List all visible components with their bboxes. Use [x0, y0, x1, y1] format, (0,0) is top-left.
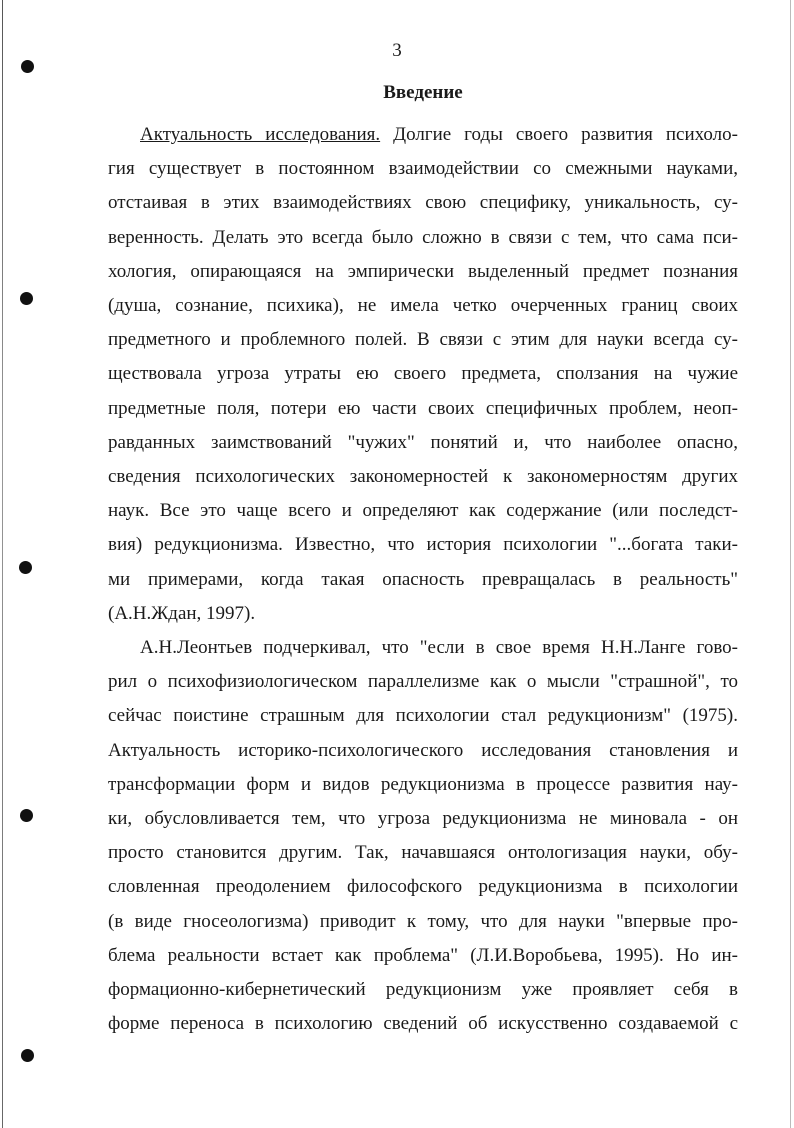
- text-line: сведения психологических закономерностей к закономерностям других: [108, 466, 738, 488]
- text-line: (душа, сознание, психика), не имела четко очерченных границ своих: [108, 295, 738, 317]
- punch-hole-mark: [21, 1049, 34, 1062]
- scan-left-edge: [2, 0, 3, 1128]
- text-line: хология, опирающаяся на эмпирически выделенный предмет познания: [108, 260, 738, 282]
- paragraph-leontiev: [108, 631, 738, 1041]
- text-line: вия) редукционизма. Известно, что история психологии "...богата таки-: [108, 534, 738, 556]
- text-line: Актуальность историко-психологического исследования становления и: [108, 739, 738, 761]
- text-line: предметного и проблемного полей. В связи с этим для науки всегда су-: [108, 329, 738, 351]
- scan-right-edge: [790, 0, 791, 1128]
- punch-hole-mark: [20, 292, 33, 305]
- text-line: наук. Все это чаще всего и определяют как содержание (или последст-: [108, 500, 738, 522]
- punch-hole-mark: [20, 809, 33, 822]
- text-line: А.Н.Леонтьев подчеркивал, что "если в свое время Н.Н.Ланге гово-: [140, 637, 738, 658]
- text-line: равданных заимствований "чужих" понятий и, что наиболее опасно,: [108, 431, 738, 453]
- text-line: блема реальности встает как проблема" (Л.И.Воробьева, 1995). Но ин-: [108, 944, 738, 966]
- text-line: словленная преодолением философского редукционизма в психологии: [108, 876, 738, 898]
- text-line: Актуальность исследования. Долгие годы своего развития психоло-: [140, 124, 738, 145]
- text-line: форме переноса в психологию сведений об искусственно создаваемой с: [108, 1013, 738, 1035]
- text-line: сейчас поистине страшным для психологии стал редукционизм" (1975).: [108, 705, 738, 727]
- text-line: ки, обусловливается тем, что угроза редукционизма не миновала - он: [108, 808, 738, 830]
- text-line: предметные поля, потери ею части своих специфичных проблем, неоп-: [108, 397, 738, 419]
- text-line: формационно-кибернетический редукционизм уже проявляет себя в: [108, 979, 738, 1001]
- text-line: ществовала угроза утраты ею своего предмета, сползания на чужие: [108, 363, 738, 385]
- text-line: ми примерами, когда такая опасность превращалась в реальность": [108, 568, 738, 590]
- paragraph-relevance: [108, 118, 738, 631]
- text-line: (А.Н.Ждан, 1997).: [108, 602, 256, 624]
- page-number: 3: [392, 40, 402, 61]
- text-line: гия существует в постоянном взаимодействии со смежными науками,: [108, 158, 738, 180]
- text-line: отстаивая в этих взаимодействиях свою специфику, уникальность, су-: [108, 192, 738, 214]
- text-line: (в виде гносеологизма) приводит к тому, что для науки "впервые про-: [108, 910, 738, 932]
- text-line: веренность. Делать это всегда было сложно в связи с тем, что сама пси-: [108, 226, 738, 248]
- section-heading: Введение: [383, 82, 463, 103]
- text-line: трансформации форм и видов редукционизма в процессе развития нау-: [108, 773, 738, 795]
- text-line: просто становится другим. Так, начавшаяся онтологизация науки, обу-: [108, 842, 738, 864]
- text-line: рил о психофизиологическом параллелизме как о мысли "страшной", то: [108, 671, 738, 693]
- punch-hole-mark: [19, 561, 32, 574]
- relevance-lead: Актуальность исследования.: [140, 124, 381, 145]
